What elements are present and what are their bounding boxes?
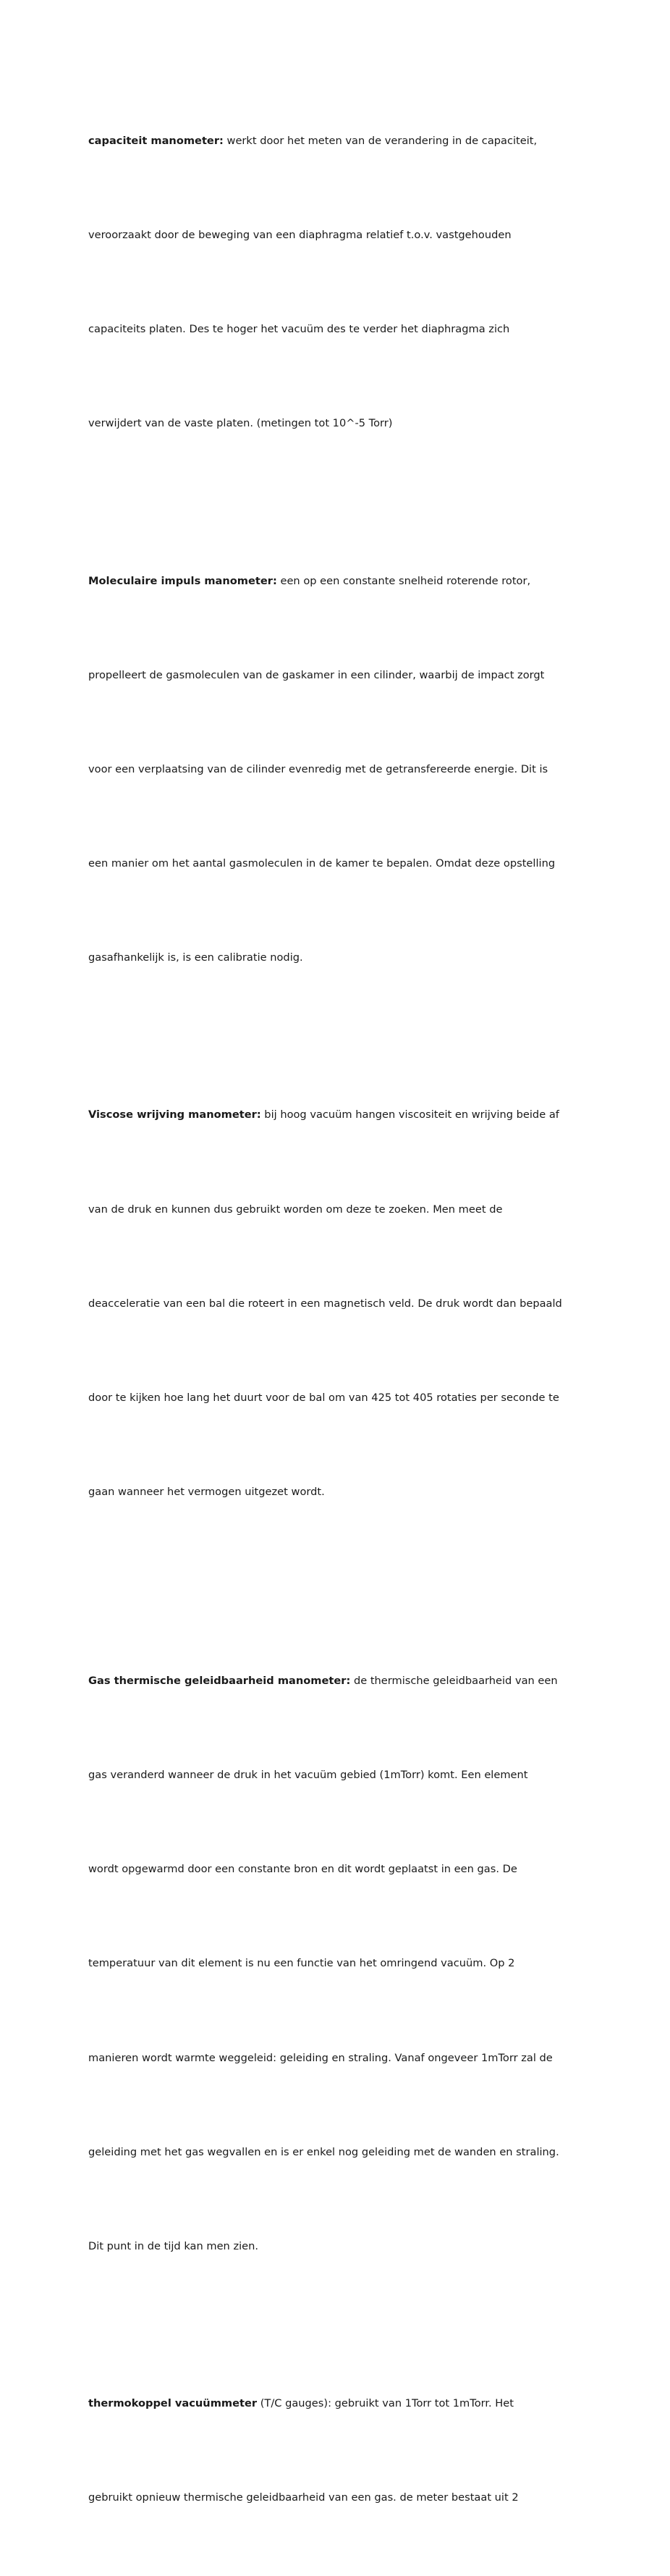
paragraph-text: bij hoog vacuüm hangen viscositeit en wrijving beide af [260,1108,559,1121]
paragraph-moleculaire-impuls-manometer [88,502,588,1037]
paragraph-text: werkt door het meten van de verandering in de capaciteit, [223,134,538,147]
paragraph-first-line [88,1665,588,1696]
paragraph-line: veroorzaakt door de beweging van een diaphragma relatief t.o.v. vastgehouden [88,229,512,242]
paragraph-text: een op een constante snelheid roterende rotor, [276,574,531,587]
paragraph-thermokoppel-vacuummeter [88,2325,588,2576]
paragraph-line: propelleert de gasmoleculen van de gaskamer in een cilinder, waarbij de impact zorgt [88,668,545,681]
term-heading: thermokoppel vacuümmeter [88,2397,258,2410]
paragraph-gas-thermische-geleidbaarheid-manometer [88,1602,588,2325]
paragraph-line: gasafhankelijk is, is een calibratie nodig. [88,951,303,964]
paragraph-first-line [88,2388,588,2419]
paragraph-line: verwijdert van de vaste platen. (metingen tot 10^-5 Torr) [88,417,393,430]
paragraph-viscose-wrijving-manometer [88,1037,588,1571]
paragraph-line: temperatuur van dit element is nu een functie van het omringend vacuüm. Op 2 [88,1957,515,1970]
paragraph-line: wordt opgewarmd door een constante bron en dit wordt geplaatst in een gas. De [88,1863,517,1876]
paragraph-text: (T/C gauges): gebruikt van 1Torr tot 1mTorr. Het [257,2397,514,2410]
paragraph-first-line [88,565,588,597]
paragraph-line: geleiding met het gas wegvallen en is er enkel nog geleiding met de wanden en straling. [88,2145,559,2158]
paragraph-line: door te kijken hoe lang het duurt voor de bal om van 425 tot 405 rotaties per seconde te [88,1392,559,1405]
blank-line [88,1571,588,1602]
term-heading: Moleculaire impuls manometer: [88,574,277,587]
paragraph-capaciteit-manometer [88,62,588,502]
paragraph-line: capaciteits platen. Des te hoger het vacuüm des te verder het diaphragma zich [88,323,510,336]
paragraph-line: een manier om het aantal gasmoleculen in de kamer te bepalen. Omdat deze opstelling [88,857,556,870]
paragraph-line: voor een verplaatsing van de cilinder evenredig met de getransfereerde energie. Dit is [88,762,548,775]
paragraph-first-line [88,125,588,156]
paragraph-first-line [88,1099,588,1130]
paragraph-line: gebruikt opnieuw thermische geleidbaarheid van een gas. de meter bestaat uit 2 [88,2491,519,2504]
document-body [88,62,588,2576]
paragraph-line: manieren wordt warmte weggeleid: geleiding en straling. Vanaf ongeveer 1mTorr zal de [88,2051,553,2064]
paragraph-line: van de druk en kunnen dus gebruikt worden om deze te zoeken. Men meet de [88,1203,503,1216]
paragraph-text: de thermische geleidbaarheid van een [350,1674,558,1687]
paragraph-line: deacceleratie van een bal die roteert in een magnetisch veld. De druk wordt dan bepaald [88,1297,562,1310]
paragraph-line: Dit punt in de tijd kan men zien. [88,2240,259,2253]
paragraph-line: gas veranderd wanneer de druk in het vacuüm gebied (1mTorr) komt. Een element [88,1768,528,1781]
term-heading: capaciteit manometer: [88,134,224,147]
paragraph-line: gaan wanneer het vermogen uitgezet wordt. [88,1486,325,1499]
term-heading: Gas thermische geleidbaarheid manometer: [88,1674,351,1687]
term-heading: Viscose wrijving manometer: [88,1108,261,1121]
